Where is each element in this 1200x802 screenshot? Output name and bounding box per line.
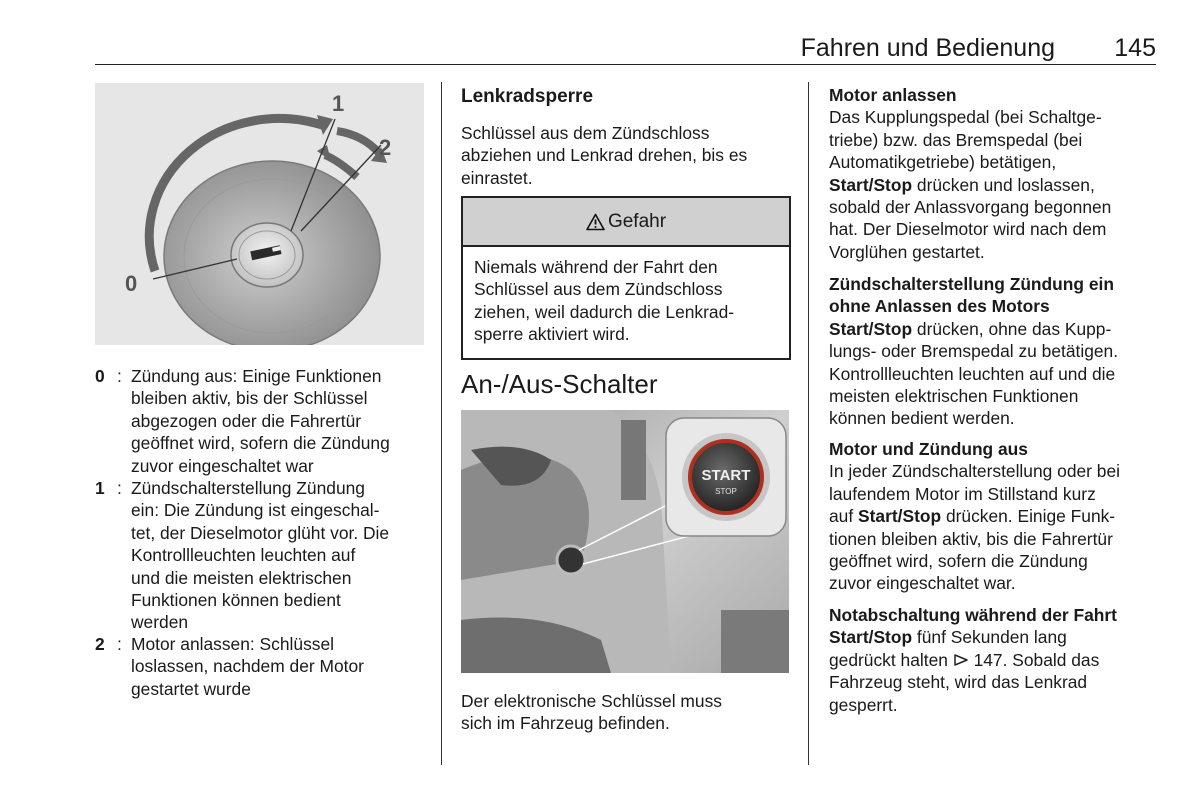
- chapter-title: Fahren und Bedienung: [800, 34, 1055, 62]
- section-zuendung-ohne-anlassen: [829, 273, 1164, 430]
- figure-label-1: 1: [332, 91, 345, 116]
- legend-item-0: 0 : Zündung aus: Einige Funktionen bleiben aktiv, bis der Schlüssel abgezogen oder die Fahrertür geöffnet wird, sofern die Zündung zuvor eingeschaltet war: [95, 366, 390, 476]
- key-note-text: Der elektronische Schlüssel muss sich im Fahrzeug befinden.: [461, 691, 722, 734]
- heading-zuendung-ohne-anlassen: Zündschalterstellung Zündung ein ohne Anlassen des Motors: [829, 274, 1115, 317]
- column-divider-1: [441, 82, 442, 765]
- figure-label-0: 0: [125, 271, 138, 296]
- section-heading-an-aus-schalter: An-/Aus-Schalter: [461, 369, 658, 399]
- text-zuendung-ohne-anlassen: Start/Stop drücken, ohne das Kupp- lungs- oder Bremspedal zu betätigen. Kontrollleuchten leuchten auf und die meisten elektrischen Funktionen können bedient werden.: [829, 318, 1119, 429]
- text-motor-anlassen: Das Kupplungspedal (bei Schaltge- triebe) bzw. das Bremspedal (bei Automatikgetriebe) betätigen, Start/Stop drücken und loslassen, sobald der Anlassvorgang begonnen hat. Der Dieselmotor wird nach dem Vorglühen gestartet.: [829, 107, 1112, 262]
- ignition-switch-illustration: [95, 83, 424, 345]
- page-number: 145: [1114, 34, 1156, 62]
- figure-label-2: 2: [379, 135, 392, 160]
- text-notabschaltung: Start/Stop fünf Sekunden lang gedrückt halten 147. Sobald das Fahrzeug steht, wird das Lenkrad gesperrt.: [829, 627, 1100, 715]
- legend-item-2: 2 : Motor anlassen: Schlüssel loslassen, nachdem der Motor gestartet wurde: [95, 634, 364, 699]
- header-rule: [95, 64, 1156, 65]
- section-heading-lenkradsperre: Lenkradsperre: [461, 86, 594, 107]
- legend-item-1: 1 : Zündschalterstellung Zündung ein: Die Zündung ist eingeschal- tet, der Dieselmotor glüht vor. Die Kontrollleuchten leuchten auf und die meisten elektrischen Funktionen können bedient werden: [95, 478, 390, 633]
- warning-triangle-icon: [586, 213, 605, 231]
- danger-box: [461, 196, 791, 360]
- section-motor-anlassen: [829, 84, 1164, 263]
- danger-box-title: Gefahr: [607, 210, 667, 232]
- section-motor-zuendung-aus: [829, 438, 1164, 595]
- page-reference-link[interactable]: 147: [973, 649, 1003, 670]
- heading-notabschaltung: Notabschaltung während der Fahrt: [829, 605, 1117, 625]
- start-stop-photo: [461, 410, 789, 673]
- start-label: START: [701, 467, 751, 484]
- danger-box-header: [463, 198, 789, 247]
- section-notabschaltung: [829, 604, 1164, 716]
- danger-box-text: Niemals während der Fahrt den Schlüssel aus dem Zündschloss ziehen, weil dadurch die Lenkrad- sperre aktiviert wird.: [474, 257, 735, 345]
- column-divider-2: [808, 82, 809, 765]
- page-reference-icon: [953, 650, 969, 664]
- heading-motor-zuendung-aus: Motor und Zündung aus: [829, 439, 1028, 459]
- text-motor-zuendung-aus: In jeder Zündschalterstellung oder bei laufendem Motor im Stillstand kurz auf Start/Stop drücken. Einige Funk- tionen bleiben aktiv, bis die Fahrertür geöffnet wird, sofern die Zündung zuvor eingeschaltet war.: [829, 461, 1120, 594]
- stop-label: STOP: [715, 487, 737, 496]
- heading-motor-anlassen: Motor anlassen: [829, 85, 957, 105]
- small-start-button: [557, 546, 585, 574]
- lenkradsperre-text: Schlüssel aus dem Zündschloss abziehen und Lenkrad drehen, bis es einrastet.: [461, 123, 748, 188]
